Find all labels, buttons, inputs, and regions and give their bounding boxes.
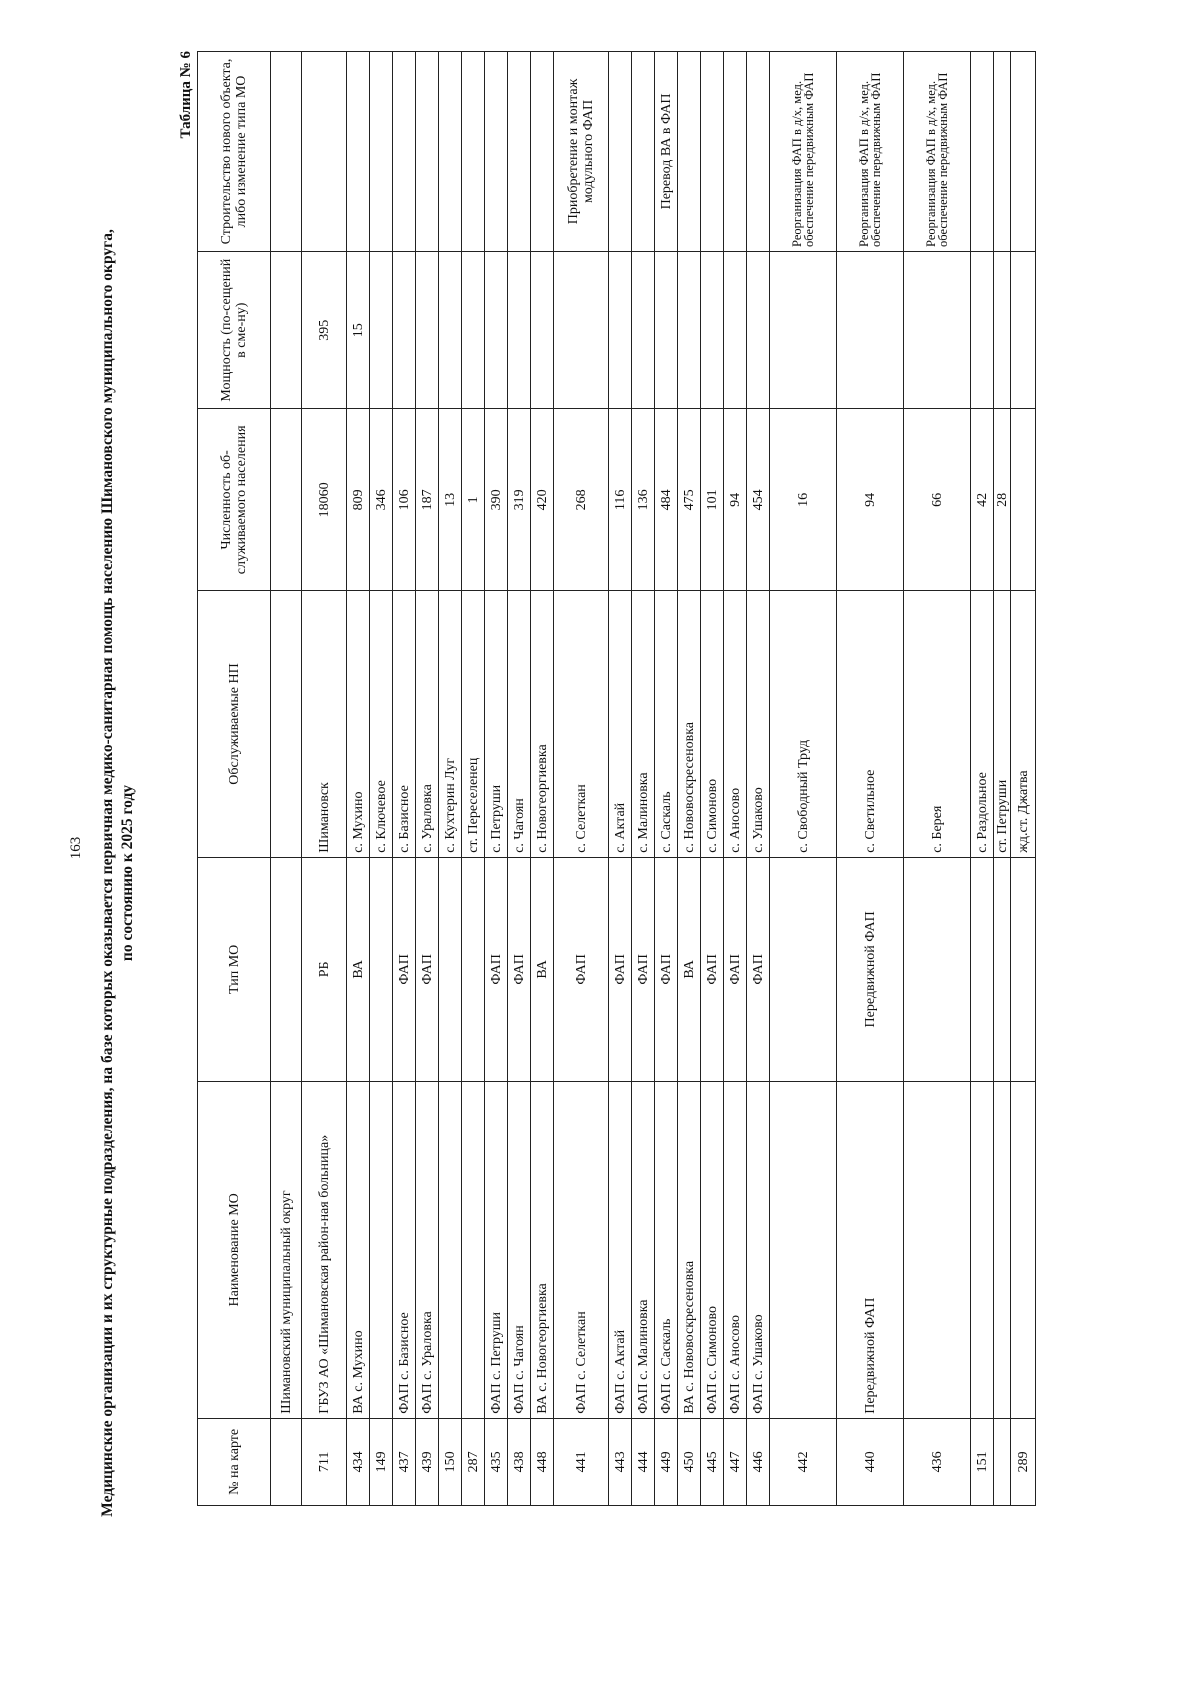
cell-num: 449: [655, 1418, 678, 1505]
cell-num: 150: [439, 1418, 462, 1505]
cell-num: 441: [554, 1418, 609, 1505]
table-row: [370, 52, 393, 1506]
cell-type: [271, 857, 302, 1081]
cell-power: [994, 251, 1011, 409]
cell-power: [701, 251, 724, 409]
cell-type: ФАП: [655, 857, 678, 1081]
table-row: [994, 52, 1011, 1506]
cell-num: 447: [724, 1418, 747, 1505]
header-population: Численность об-служиваемого населения: [198, 409, 271, 591]
cell-population: 420: [531, 409, 554, 591]
table-row: [485, 52, 508, 1506]
cell-power: [485, 251, 508, 409]
table-row: [271, 52, 302, 1506]
cell-population: 484: [655, 409, 678, 591]
cell-power: [770, 251, 837, 409]
table-label: Таблица № 6: [178, 51, 194, 139]
cell-np: с. Нововоскресеновка: [678, 591, 701, 858]
cell-num: 436: [904, 1418, 971, 1505]
cell-np: с. Ураловка: [416, 591, 439, 858]
cell-note: [609, 52, 632, 252]
cell-num: 434: [347, 1418, 370, 1505]
cell-name: ВА с. Нововоскресеновка: [678, 1081, 701, 1418]
cell-name: ФАП с. Аносово: [724, 1081, 747, 1418]
cell-note: Реорганизация ФАП в д/х, мед. обеспечение передвижным ФАП: [770, 52, 837, 252]
cell-type: ФАП: [701, 857, 724, 1081]
cell-population: [1011, 409, 1036, 591]
table-row: [971, 52, 994, 1506]
cell-num: 711: [302, 1418, 347, 1505]
cell-name: ФАП с. Ушаково: [747, 1081, 770, 1418]
cell-power: [554, 251, 609, 409]
document-title: Медицинские организации и их структурные подразделения, на базе которых оказывается первичная медико-санитарная помощь населению Шимановского муниципального округа, по состоянию к 2025 году: [99, 229, 136, 1517]
cell-np: с. Петруши: [485, 591, 508, 858]
cell-note: Реорганизация ФАП в д/х, мед. обеспечение передвижным ФАП: [904, 52, 971, 252]
cell-name: ФАП с. Базисное: [393, 1081, 416, 1418]
cell-name: ВА с. Новогеоргиевка: [531, 1081, 554, 1418]
header-note: Строительство нового объекта, либо изменение типа МО: [198, 52, 271, 252]
cell-name: ФАП с. Чагоян: [508, 1081, 531, 1418]
cell-num: 442: [770, 1418, 837, 1505]
cell-note: [302, 52, 347, 252]
cell-np: с. Раздольное: [971, 591, 994, 858]
cell-type: [994, 857, 1011, 1081]
cell-num: 437: [393, 1418, 416, 1505]
cell-np: с. Саскаль: [655, 591, 678, 858]
cell-population: 475: [678, 409, 701, 591]
table-row: [347, 52, 370, 1506]
cell-type: ФАП: [508, 857, 531, 1081]
cell-note: [370, 52, 393, 252]
cell-population: 94: [837, 409, 904, 591]
cell-note: Приобретение и монтаж модульного ФАП: [554, 52, 609, 252]
cell-num: 444: [632, 1418, 655, 1505]
cell-note: [485, 52, 508, 252]
cell-power: [724, 251, 747, 409]
cell-name: Передвижной ФАП: [837, 1081, 904, 1418]
cell-num: [994, 1418, 1011, 1505]
cell-name: ФАП с. Ураловка: [416, 1081, 439, 1418]
cell-note: [271, 52, 302, 252]
cell-power: [393, 251, 416, 409]
cell-population: 116: [609, 409, 632, 591]
cell-name: ФАП с. Малиновка: [632, 1081, 655, 1418]
cell-note: [701, 52, 724, 252]
cell-np: с. Малиновка: [632, 591, 655, 858]
cell-power: [370, 251, 393, 409]
header-name: Наименование МО: [198, 1081, 271, 1418]
cell-population: [271, 409, 302, 591]
cell-name: ГБУЗ АО «Шимановская район-ная больница»: [302, 1081, 347, 1418]
table-row: [416, 52, 439, 1506]
cell-power: [971, 251, 994, 409]
table-row: [632, 52, 655, 1506]
cell-num: 151: [971, 1418, 994, 1505]
cell-type: ФАП: [632, 857, 655, 1081]
cell-population: 390: [485, 409, 508, 591]
cell-type: [370, 857, 393, 1081]
table-row: [531, 52, 554, 1506]
cell-note: [724, 52, 747, 252]
cell-np: с. Базисное: [393, 591, 416, 858]
cell-population: 268: [554, 409, 609, 591]
table-row: [439, 52, 462, 1506]
cell-name: ВА с. Мухино: [347, 1081, 370, 1418]
cell-name: ФАП с. Актай: [609, 1081, 632, 1418]
cell-np: с. Актай: [609, 591, 632, 858]
cell-type: РБ: [302, 857, 347, 1081]
cell-note: [439, 52, 462, 252]
cell-np: Шимановск: [302, 591, 347, 858]
cell-num: 435: [485, 1418, 508, 1505]
table-row: [747, 52, 770, 1506]
cell-np: жд.ст. Джатва: [1011, 591, 1036, 858]
cell-num: 440: [837, 1418, 904, 1505]
cell-np: с. Чагоян: [508, 591, 531, 858]
cell-note: [416, 52, 439, 252]
cell-type: ВА: [531, 857, 554, 1081]
cell-type: ФАП: [609, 857, 632, 1081]
cell-power: 395: [302, 251, 347, 409]
cell-power: [439, 251, 462, 409]
cell-power: [655, 251, 678, 409]
cell-population: 42: [971, 409, 994, 591]
cell-type: [971, 857, 994, 1081]
cell-num: 450: [678, 1418, 701, 1505]
cell-name: [770, 1081, 837, 1418]
cell-np: с. Симоново: [701, 591, 724, 858]
cell-type: ФАП: [416, 857, 439, 1081]
cell-population: 1: [462, 409, 485, 591]
cell-type: [1011, 857, 1036, 1081]
cell-np: с. Мухино: [347, 591, 370, 858]
cell-note: [632, 52, 655, 252]
cell-name: [904, 1081, 971, 1418]
cell-population: 28: [994, 409, 1011, 591]
header-num: № на карте: [198, 1418, 271, 1505]
table-row: [724, 52, 747, 1506]
cell-power: [747, 251, 770, 409]
cell-power: [632, 251, 655, 409]
cell-num: 149: [370, 1418, 393, 1505]
cell-population: 809: [347, 409, 370, 591]
cell-note: [462, 52, 485, 252]
table-row: [462, 52, 485, 1506]
table-header-row: [198, 52, 271, 1506]
cell-type: ФАП: [554, 857, 609, 1081]
cell-population: 319: [508, 409, 531, 591]
cell-power: [531, 251, 554, 409]
cell-num: 448: [531, 1418, 554, 1505]
cell-power: [1011, 251, 1036, 409]
cell-type: [770, 857, 837, 1081]
cell-name: [994, 1081, 1011, 1418]
cell-note: [1011, 52, 1036, 252]
cell-name: [370, 1081, 393, 1418]
cell-type: [439, 857, 462, 1081]
cell-power: [508, 251, 531, 409]
table-row: [904, 52, 971, 1506]
cell-note: [971, 52, 994, 252]
table-row: [678, 52, 701, 1506]
cell-note: [508, 52, 531, 252]
cell-name: [462, 1081, 485, 1418]
cell-np: с. Ключевое: [370, 591, 393, 858]
cell-population: 454: [747, 409, 770, 591]
cell-np: с. Свободный Труд: [770, 591, 837, 858]
cell-note: [678, 52, 701, 252]
cell-np: с. Ушаково: [747, 591, 770, 858]
cell-power: [904, 251, 971, 409]
table-row: [770, 52, 837, 1506]
cell-np: [271, 591, 302, 858]
table-row: [1011, 52, 1036, 1506]
page-number: 163: [68, 836, 84, 860]
cell-population: 13: [439, 409, 462, 591]
cell-type: [904, 857, 971, 1081]
cell-power: [416, 251, 439, 409]
cell-power: [462, 251, 485, 409]
header-type: Тип МО: [198, 857, 271, 1081]
cell-note: [531, 52, 554, 252]
cell-note: [747, 52, 770, 252]
cell-np: с. Кухтерин Луг: [439, 591, 462, 858]
table-row: [837, 52, 904, 1506]
cell-type: [462, 857, 485, 1081]
cell-note: Реорганизация ФАП в д/х, мед. обеспечение передвижным ФАП: [837, 52, 904, 252]
cell-name: ФАП с. Селеткан: [554, 1081, 609, 1418]
cell-np: с. Берея: [904, 591, 971, 858]
cell-np: ст. Петруши: [994, 591, 1011, 858]
cell-population: 106: [393, 409, 416, 591]
header-power: Мощность (по-сещений в сме-ну): [198, 251, 271, 409]
cell-type: Передвижной ФАП: [837, 857, 904, 1081]
cell-note: [347, 52, 370, 252]
cell-population: 16: [770, 409, 837, 591]
table-row: [508, 52, 531, 1506]
cell-np: с. Светильное: [837, 591, 904, 858]
cell-np: ст. Переселенец: [462, 591, 485, 858]
cell-type: ФАП: [747, 857, 770, 1081]
table-row: [302, 52, 347, 1506]
header-np: Обслуживаемые НП: [198, 591, 271, 858]
cell-num: 439: [416, 1418, 439, 1505]
cell-num: 445: [701, 1418, 724, 1505]
mo-table: [197, 51, 1036, 1506]
cell-power: [678, 251, 701, 409]
cell-type: ФАП: [724, 857, 747, 1081]
table-row: [655, 52, 678, 1506]
table-row: [701, 52, 724, 1506]
cell-power: [271, 251, 302, 409]
cell-num: [271, 1418, 302, 1505]
cell-power: [837, 251, 904, 409]
table-row: [554, 52, 609, 1506]
cell-type: ВА: [347, 857, 370, 1081]
cell-power: 15: [347, 251, 370, 409]
cell-population: 66: [904, 409, 971, 591]
cell-note: Перевод ВА в ФАП: [655, 52, 678, 252]
table-row: [393, 52, 416, 1506]
cell-population: 18060: [302, 409, 347, 591]
cell-type: ФАП: [485, 857, 508, 1081]
cell-population: 346: [370, 409, 393, 591]
cell-population: 101: [701, 409, 724, 591]
cell-population: 94: [724, 409, 747, 591]
cell-type: ВА: [678, 857, 701, 1081]
cell-name: ФАП с. Симоново: [701, 1081, 724, 1418]
cell-name: Шимановский муниципальный округ: [271, 1081, 302, 1418]
cell-num: 289: [1011, 1418, 1036, 1505]
table-row: [609, 52, 632, 1506]
cell-note: [994, 52, 1011, 252]
cell-population: 136: [632, 409, 655, 591]
cell-np: с. Аносово: [724, 591, 747, 858]
cell-name: ФАП с. Петруши: [485, 1081, 508, 1418]
cell-np: с. Новогеоргиевка: [531, 591, 554, 858]
cell-population: 187: [416, 409, 439, 591]
cell-name: [1011, 1081, 1036, 1418]
cell-num: 446: [747, 1418, 770, 1505]
cell-name: ФАП с. Саскаль: [655, 1081, 678, 1418]
cell-num: 443: [609, 1418, 632, 1505]
cell-power: [609, 251, 632, 409]
cell-name: [439, 1081, 462, 1418]
cell-note: [393, 52, 416, 252]
cell-name: [971, 1081, 994, 1418]
cell-num: 438: [508, 1418, 531, 1505]
cell-num: 287: [462, 1418, 485, 1505]
cell-type: ФАП: [393, 857, 416, 1081]
cell-np: с. Селеткан: [554, 591, 609, 858]
